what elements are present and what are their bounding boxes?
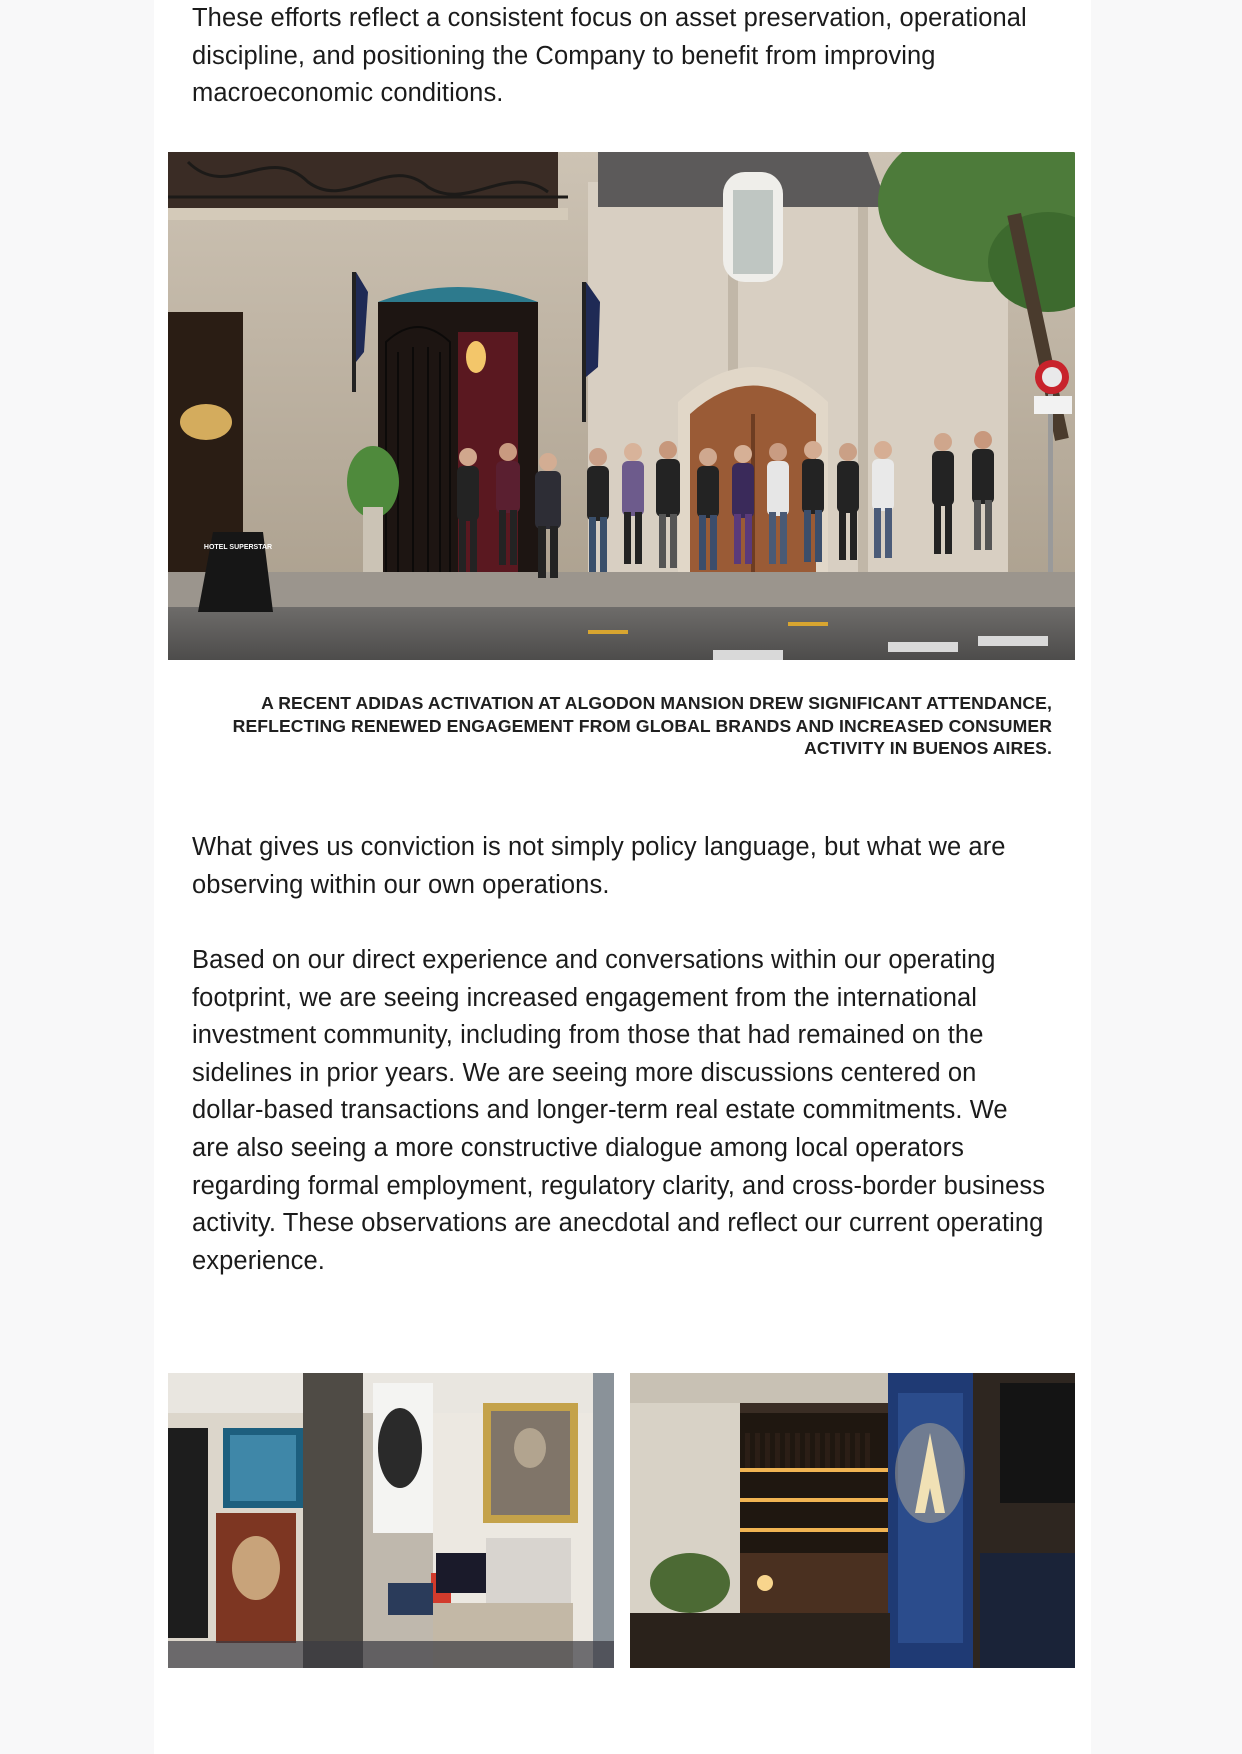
intro-paragraph: These efforts reflect a consistent focus on asset preservation, operational discipline, and positioning the Company to benefit from improving macroeconomic conditions.: [192, 4, 1027, 108]
mansion-sign-text: HOTEL SUPERSTAR: [203, 544, 273, 551]
wine-bar-photo: [630, 1373, 1075, 1668]
document-page: [154, 0, 1091, 1754]
mansion-storefront-photo: [168, 152, 1075, 660]
experience-paragraph: Based on our direct experience and conversations within our operating footprint, we are seeing increased engagement from the international investment community, including from those that had remained on the sidelines in prior years. We are seeing more discussions centered on dollar-based transactions and longer-term real estate commitments. We are also seeing a more constructive dialogue among local operators regarding formal employment, regulatory clarity, and cross-border business activity. These observations are anecdotal and reflect our current operating experience.: [192, 946, 1046, 1275]
conviction-paragraph: What gives us conviction is not simply policy language, but what we are observing within our own operations.: [192, 833, 1006, 899]
photo-caption: A RECENT ADIDAS ACTIVATION AT ALGODON MANSION DREW SIGNIFICANT ATTENDANCE, REFLECTING RENEWED ENGAGEMENT FROM GLOBAL BRANDS AND INCREASED CONSUMER ACTIVITY IN BUENOS AIRES.: [232, 693, 1052, 759]
office-artwork-photo: [168, 1373, 614, 1668]
